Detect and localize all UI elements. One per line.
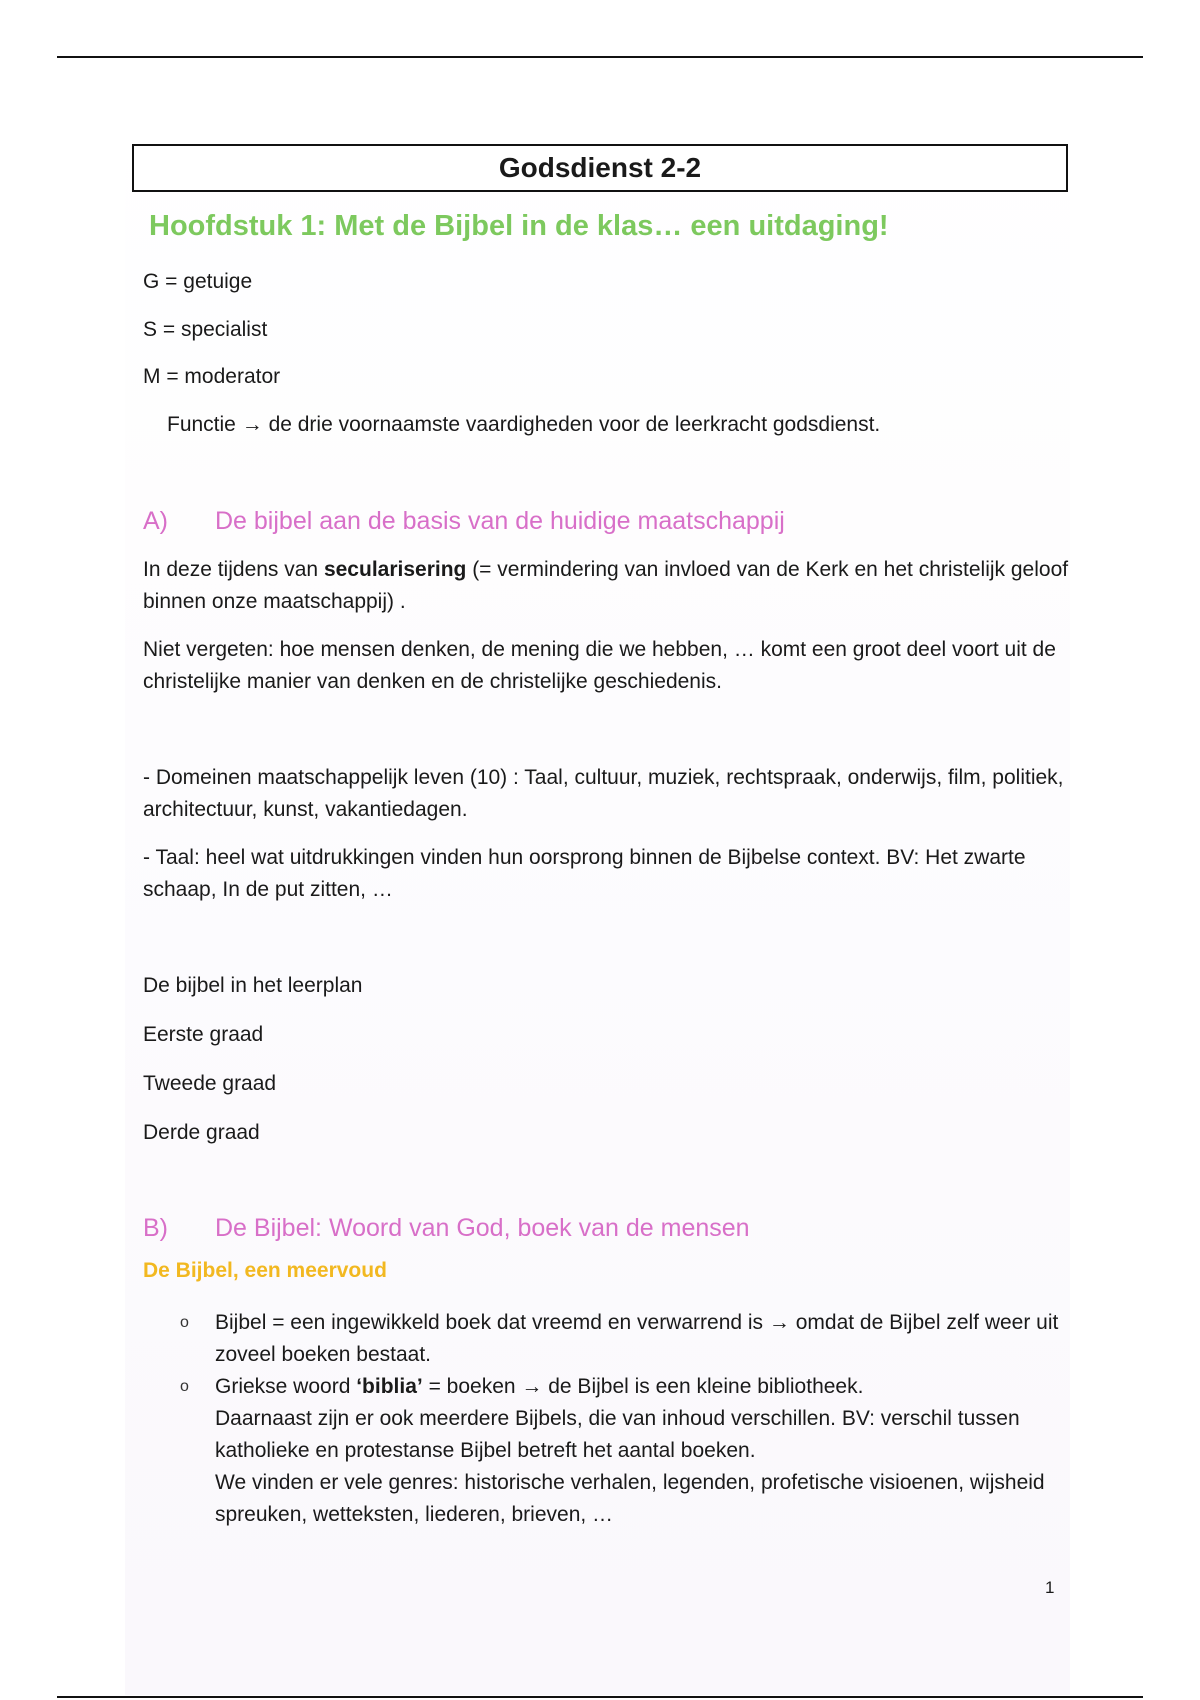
b2-text-end: de Bijbel is een kleine bibliotheek. <box>542 1375 864 1398</box>
top-divider <box>57 56 1143 58</box>
chapter-heading: Hoofdstuk 1: Met de Bijbel in de klas… een uitdaging! <box>149 210 889 242</box>
bottom-divider <box>57 1696 1143 1698</box>
circle-bullet-icon: o <box>180 1378 189 1395</box>
arrow-right-icon: → <box>521 1375 543 1398</box>
functie-label: Functie <box>167 413 236 436</box>
list-item-text <box>215 1307 1080 1371</box>
b2-text-mid: = boeken <box>422 1375 522 1398</box>
section-a-paragraph-3: - Domeinen maatschappelijk leven (10) : Taal, cultuur, muziek, rechtspraak, onderwijs, film, politiek, architectuur, kunst, vakantiedagen. <box>143 766 1064 821</box>
section-a-letter: A) <box>143 507 168 535</box>
definition-m: M = moderator <box>143 365 281 388</box>
functie-text: de drie voornaamste vaardigheden voor de leerkracht godsdienst. <box>268 413 881 436</box>
page-number: 1 <box>1045 1578 1055 1597</box>
p1-text-start: In deze tijdens van <box>143 558 324 581</box>
section-a-title: De bijbel aan de basis van de huidige maatschappij <box>215 507 785 535</box>
b2-line-2: Daarnaast zijn er ook meerdere Bijbels, die van inhoud verschillen. BV: verschil tussen katholieke en protestanse Bijbel betreft het aantal boeken. <box>215 1407 1020 1462</box>
list-item <box>180 1371 1080 1531</box>
leerplan-item-3: Derde graad <box>143 1121 260 1144</box>
section-b-heading <box>143 1214 750 1243</box>
definition-g: G = getuige <box>143 270 253 293</box>
b2-bold-term: ‘biblia’ <box>356 1375 423 1398</box>
list-item-text <box>215 1371 1080 1531</box>
list-item <box>180 1307 1080 1371</box>
leerplan-heading: De bijbel in het leerplan <box>143 974 363 997</box>
section-a-paragraph-2: Niet vergeten: hoe mensen denken, de mening die we hebben, … komt een groot deel voort uit de christelijke manier van denken en de christelijke geschiedenis. <box>143 638 1056 693</box>
functie-line <box>167 409 880 441</box>
leerplan-item-2: Tweede graad <box>143 1072 277 1095</box>
section-b-subheading: De Bijbel, een meervoud <box>143 1259 387 1282</box>
p1-bold-term: secularisering <box>323 558 467 581</box>
section-a-paragraph-1 <box>143 554 1073 618</box>
section-b-title: De Bijbel: Woord van God, boek van de mensen <box>215 1214 750 1242</box>
section-b-letter: B) <box>143 1214 168 1242</box>
definition-s: S = specialist <box>143 318 268 341</box>
section-a-paragraph-4: - Taal: heel wat uitdrukkingen vinden hun oorsprong binnen de Bijbelse context. BV: Het zwarte schaap, In de put zitten, … <box>143 846 1026 901</box>
b2-text-start: Griekse woord <box>215 1375 357 1398</box>
b2-line-3: We vinden er vele genres: historische verhalen, legenden, profetische visioenen, wijsheid spreuken, wetteksten, liederen, brieven, … <box>215 1471 1045 1526</box>
b1-text-start: Bijbel = een ingewikkeld boek dat vreemd en verwarrend is <box>215 1311 769 1334</box>
arrow-right-icon: → <box>768 1311 790 1334</box>
leerplan-item-1: Eerste graad <box>143 1023 264 1046</box>
circle-bullet-icon: o <box>180 1314 189 1331</box>
b1-text-end: omdat de Bijbel zelf weer uit zoveel boeken bestaat. <box>215 1311 1059 1366</box>
section-a-heading <box>143 507 785 536</box>
arrow-right-icon: → <box>241 413 263 436</box>
document-title: Godsdienst 2-2 <box>132 144 1068 192</box>
bullet-list <box>180 1307 1080 1531</box>
p1-text-end: (= vermindering van invloed van de Kerk en het christelijk geloof binnen onze maatschappij) . <box>143 558 1069 613</box>
